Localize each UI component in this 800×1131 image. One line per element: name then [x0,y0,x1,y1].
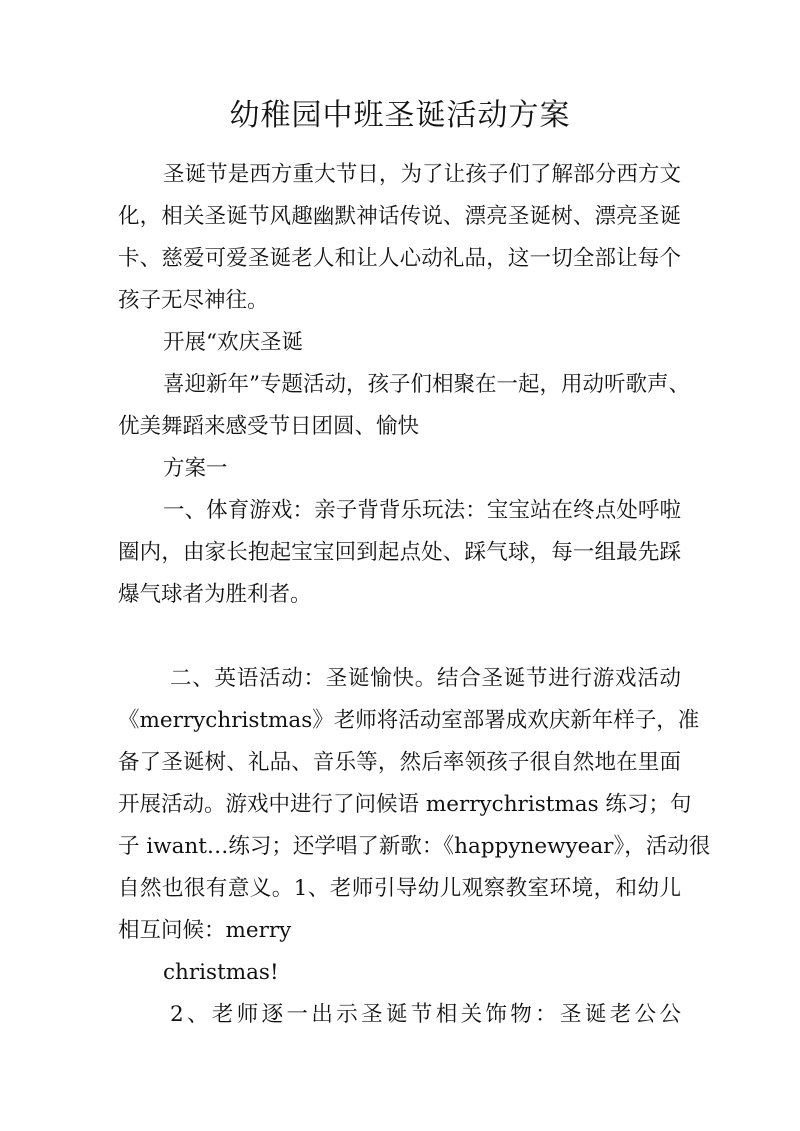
paragraph-line: 卡、慈爱可爱圣诞老人和让人心动礼品，这一切全部让每个 [118,246,681,271]
paragraph-line: 孩子无尽神往。 [118,288,269,313]
paragraph-line: 相互问候：merry [118,918,292,943]
paragraph-line: 一、体育游戏：亲子背背乐玩法：宝宝站在终点处呼啦 [163,498,681,523]
paragraph-line: 自然也很有意义。1、老师引导幼儿观察教室环境，和幼儿 [118,876,681,901]
paragraph-line: 圈内，由家长抱起宝宝回到起点处、踩气球，每一组最先踩 [118,540,681,565]
paragraph-line: 《merrychristmas》老师将活动室部署成欢庆新年样子，准 [118,708,700,733]
section-heading: 方案一 [163,456,228,481]
paragraph-line: 优美舞蹈来感受节日团圆、愉快 [118,414,420,439]
paragraph-line: 开展“欢庆圣诞 [163,330,303,355]
paragraph-line: 2、老师逐一出示圣诞节相关饰物：圣诞老公公 [170,1002,681,1027]
paragraph-line: 爆气球者为胜利者。 [118,582,312,607]
paragraph-line: 二、英语活动：圣诞愉快。结合圣诞节进行游戏活动 [170,666,681,691]
paragraph-line: 子 iwant…练习；还学唱了新歌：《happynewyear》，活动很 [118,834,711,859]
paragraph-line: 备了圣诞树、礼品、音乐等，然后率领孩子很自然地在里面 [118,750,681,775]
paragraph-line: 化，相关圣诞节风趣幽默神话传说、漂亮圣诞树、漂亮圣诞 [118,204,681,229]
document-title: 幼稚园中班圣诞活动方案 [229,98,571,133]
paragraph-line: 开展活动。游戏中进行了问候语 merrychristmas 练习；句 [118,792,692,817]
paragraph-line: 喜迎新年”专题活动，孩子们相聚在一起，用动听歌声、 [163,372,690,397]
paragraph-line: christmas! [163,960,279,985]
paragraph-line: 圣诞节是西方重大节日，为了让孩子们了解部分西方文 [163,162,681,187]
